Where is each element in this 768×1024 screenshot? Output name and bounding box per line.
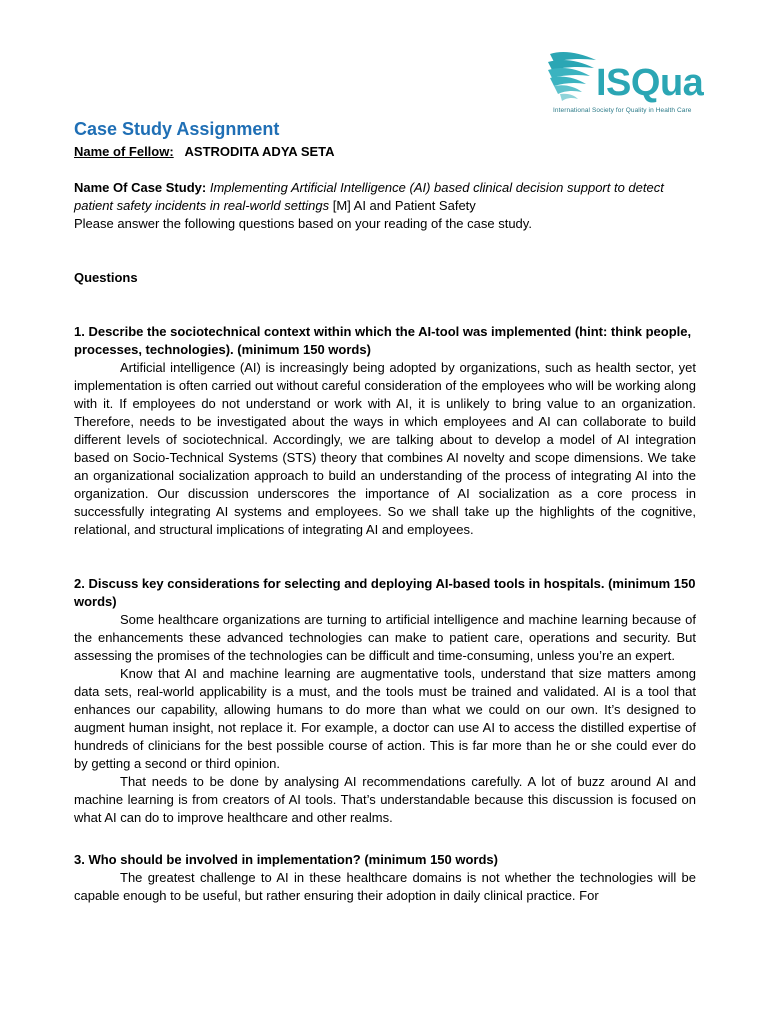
answer-3-paragraph-1: The greatest challenge to AI in these healthcare domains is not whether the technologies will be capable enough to be useful, but rather ensuring their adoption in daily clinical practice. For xyxy=(74,870,696,903)
page-title: Case Study Assignment xyxy=(74,119,280,139)
logo-tagline: International Society for Quality in Health Care xyxy=(553,107,692,114)
case-study-title: Implementing Artificial Intelligence (AI) based clinical decision support to detect patient safety incidents in real-world settings xyxy=(74,180,664,213)
case-study-label: Name Of Case Study: xyxy=(74,180,207,195)
answer-2-paragraph-2: Know that AI and machine learning are augmentative tools, understand that size matters among data sets, real-world applicability is a must, and the tools must be trained and validated. AI is a tool that enhances our capability, allowing humans to do more than what we could on our own. It’s designed to augment human insight, not replace it. For example, a doctor can use AI to access the distilled expertise of hundreds of clinicians for the best possible course of action. This is far more than he or she could ever do by getting a second or third opinion. xyxy=(74,666,696,771)
questions-heading: Questions xyxy=(74,270,138,285)
question-3: 3. Who should be involved in implementation? (minimum 150 words) xyxy=(74,852,498,867)
fellow-name: ASTRODITA ADYA SETA xyxy=(184,144,335,159)
answer-1: Artificial intelligence (AI) is increasingly being adopted by organizations, such as health sector, yet implementation is often carried out without careful consideration of the employees who will be working along with it. If employees do not understand or work with AI, it is unlikely to bring value to an organization. Therefore, needs to be investigated about the ways in which employees and AI can collaborate to build different levels of sociotechnical. Accordingly, we are talking about to develop a model of AI integration based on Socio-Technical Systems (STS) theory that combines AI novelty and scope dimensions. We take an organizational socialization approach to build an understanding of the process of integrating AI into the organization. Our discussion underscores the importance of AI socialization as a core process in successfully integrating AI systems and employees. So we shall take up the highlights of the cognitive, relational, and structural implications of integrating AI and employees. xyxy=(74,360,696,537)
logo-wordmark: ISQua xyxy=(596,62,704,104)
fellow-line xyxy=(74,143,696,161)
case-study-suffix: [M] AI and Patient Safety xyxy=(332,198,476,213)
instruction-text: Please answer the following questions based on your reading of the case study. xyxy=(74,216,532,231)
answer-2-paragraph-1: Some healthcare organizations are turning to artificial intelligence and machine learning because of the enhancements these advanced technologies can make to patient care, operations and security. But assessing the promises of the technologies can be difficult and time-consuming, unless you’re an expert. xyxy=(74,612,696,663)
isqua-wing-logo-icon xyxy=(544,48,600,106)
case-study-line xyxy=(74,179,696,215)
document-body xyxy=(74,118,696,905)
question-2: 2. Discuss key considerations for selecting and deploying AI-based tools in hospitals. (minimum 150 words) xyxy=(74,576,696,609)
answer-2-paragraph-3: That needs to be done by analysing AI recommendations carefully. A lot of buzz around AI and machine learning is from creators of AI tools. That’s understandable because this discussion is focused on what AI can do to improve healthcare and other realms. xyxy=(74,774,696,825)
question-1: 1. Describe the sociotechnical context within which the AI-tool was implemented (hint: think people, processes, technologies). (minimum 150 words) xyxy=(74,324,692,357)
isqua-logo xyxy=(544,48,704,118)
fellow-label: Name of Fellow: xyxy=(74,144,174,159)
